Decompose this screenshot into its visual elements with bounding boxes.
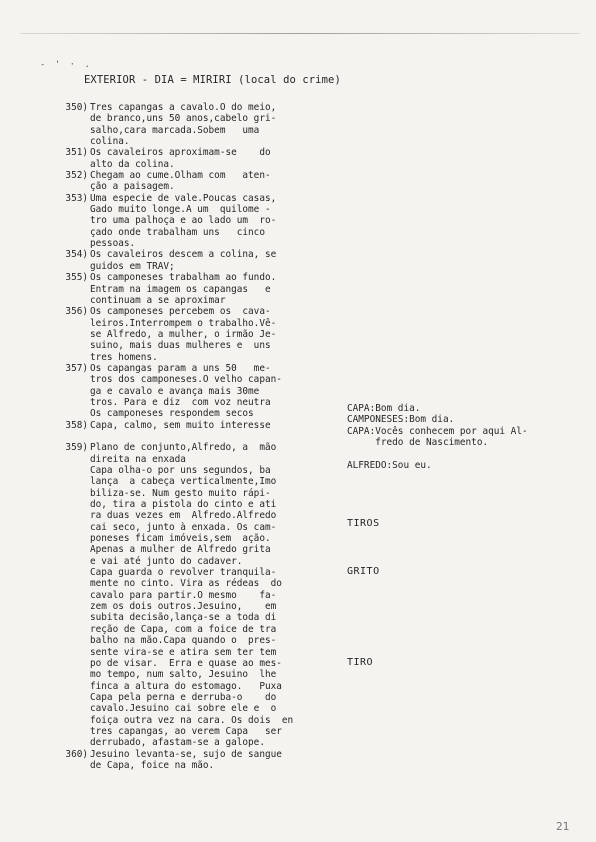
shot-text-line: tro uma palhoça e ao lado um ro- [90, 215, 277, 227]
shot-text-line: continuam a se aproximar [90, 294, 226, 306]
shot-text-line: se Alfredo, a mulher, o irmão Je- [90, 328, 277, 340]
shot-text-line: Os cavaleiros aproximam-se do [90, 147, 271, 159]
shot-entry [54, 749, 344, 772]
shot-number: 358) [65, 419, 88, 431]
shot-text-line [90, 431, 344, 442]
shot-text-line: Os camponeses trabalham ao fundo. [90, 272, 277, 284]
shot-text-line: zem os dois outros.Jesuino, em [90, 601, 277, 613]
shot-text-line: Entram na imagem os capangas e [90, 283, 271, 295]
shot-number: 351) [65, 147, 88, 159]
shot-text-line: de branco,uns 50 anos,cabelo gri- [90, 113, 277, 125]
shot-list [54, 102, 344, 771]
shot-entry [54, 363, 344, 420]
shot-number: 355) [65, 272, 88, 284]
shot-text-line: alto da colina. [90, 158, 175, 170]
shot-text-line: tros dos camponeses.O velho capan- [90, 374, 282, 386]
shot-number: 354) [65, 249, 88, 261]
shot-text-line: de Capa, foice na mão. [90, 759, 215, 771]
shot-text-line: balho na mão.Capa quando o pres- [90, 635, 277, 647]
dialogue-line: fredo de Nascimento. [347, 437, 489, 449]
shot-text-line: salho,cara marcada.Sobem uma [90, 124, 260, 136]
shot-text-line: do, tira a pistola do cinto e ati [90, 499, 277, 511]
shot-text-line: Tres capangas a cavalo.O do meio, [90, 102, 277, 113]
shot-text-line: mo tempo, num salto, Jesuino lhe [90, 669, 277, 681]
shot-text-line: guidos em TRAV; [90, 260, 175, 272]
shot-text-line: Os cavaleiros descem a colina, se [90, 249, 277, 261]
dialogue-line: CAMPONESES:Bom dia. [347, 414, 455, 426]
shot-number: 359) [65, 442, 88, 454]
shot-entry [54, 193, 344, 250]
shot-text-line: sente vira-se e atira sem ter tem [90, 646, 277, 658]
shot-entry [54, 272, 344, 306]
dialogue-line: CAPA:Vocês conhecem por aqui Al- [347, 425, 528, 437]
shot-text-line: tres capangas, ao verem Capa ser [90, 725, 282, 737]
shot-text-line: poneses ficam imóveis,sem ação. [90, 533, 271, 545]
sfx-label: GRITO [347, 566, 380, 577]
shot-text-line: Os camponeses respondem secos [90, 408, 254, 420]
shot-text-line: Apenas a mulher de Alfredo grita [90, 544, 271, 556]
scene-heading: EXTERIOR - DIA = MIRIRI (local do crime) [84, 74, 341, 86]
shot-text-line: leiros.Interrompem o trabalho.Vê- [90, 317, 277, 329]
shot-text-line: po de visar. Erra e quase ao mes- [90, 657, 282, 669]
shot-text-line: Capa pela perna e derruba-o do [90, 691, 277, 703]
shot-number: 353) [65, 192, 88, 204]
shot-text-line: cavalo para partir.O mesmo fa- [90, 589, 277, 601]
shot-number: 350) [65, 102, 88, 113]
shot-text-line: mente no cinto. Vira as rédeas do [90, 578, 282, 590]
top-rule [20, 33, 580, 34]
shot-text-line: derrubado, afastam-se a galope. [90, 737, 265, 749]
shot-entry [54, 102, 344, 147]
shot-text-line: foiça outra vez na cara. Os dois en [90, 714, 294, 726]
shot-text-line: pessoas. [90, 238, 136, 250]
shot-text-line: lança a cabeça verticalmente,Imo [90, 476, 277, 488]
shot-entry [54, 442, 344, 748]
shot-text-line: çado onde trabalham uns cinco [90, 226, 265, 238]
shot-text-line: Gado muito longe.A um quilome - [90, 204, 271, 216]
shot-text-line: cavalo.Jesuino cai sobre ele e o [90, 703, 277, 715]
shot-text-line: Os camponeses percebem os cava- [90, 306, 271, 318]
shot-entry [54, 170, 344, 193]
shot-text-line: tres homens. [90, 351, 158, 363]
shot-text-line: Chegam ao cume.Olham com aten- [90, 170, 271, 182]
shot-text-line: Capa, calmo, sem muito interesse [90, 419, 271, 431]
shot-text-line: Os capangas param a uns 50 me- [90, 362, 271, 374]
shot-number: 360) [65, 748, 88, 760]
shot-text-line: suino, mais duas mulheres e uns [90, 340, 271, 352]
shot-text-line: Capa guarda o revolver tranquila- [90, 567, 277, 579]
shot-entry [54, 306, 344, 363]
shot-text-line: colina. [90, 136, 130, 148]
shot-text-line: reção de Capa, com a foice de tra [90, 623, 277, 635]
shot-text-line: biliza-se. Num gesto muito rápi- [90, 487, 271, 499]
shot-text-line: tros. Para e diz com voz neutra [90, 396, 271, 408]
shot-text-line: direita na enxada [90, 453, 186, 465]
shot-number: 352) [65, 170, 88, 182]
shot-text-line: ga e cavalo e avança mais 30me [90, 385, 260, 397]
shot-text-line: finca a altura do estomago. Puxa [90, 680, 282, 692]
shot-number: 357) [65, 362, 88, 374]
shot-number: 356) [65, 306, 88, 318]
margin-marks: - ' · . [40, 60, 92, 70]
shot-text-line: ção a paisagem. [90, 181, 175, 193]
page-number: 21 [556, 820, 570, 833]
shot-entry [54, 249, 344, 272]
dialogue-line: ALFREDO:Sou eu. [347, 459, 432, 471]
shot-text-line: ra duas vezes em Alfredo.Alfredo [90, 510, 277, 522]
shot-entry [54, 420, 344, 443]
shot-text-line: subita decisão,lança-se a toda di [90, 612, 277, 624]
shot-text-line: e vai até junto do cadaver. [90, 555, 243, 567]
shot-text-line: Jesuino levanta-se, sujo de sangue [90, 748, 282, 760]
dialogue-line: CAPA:Bom dia. [347, 403, 421, 414]
sfx-label: TIROS [347, 518, 380, 529]
shot-entry [54, 147, 344, 170]
shot-text-line: Plano de conjunto,Alfredo, a mão [90, 442, 277, 454]
shot-text-line: cai seco, junto à enxada. Os cam- [90, 521, 277, 533]
shot-text-line: Uma especie de vale.Poucas casas, [90, 192, 277, 204]
sfx-label: TIRO [347, 657, 374, 668]
shot-text-line: Capa olha-o por uns segundos, ba [90, 465, 271, 476]
